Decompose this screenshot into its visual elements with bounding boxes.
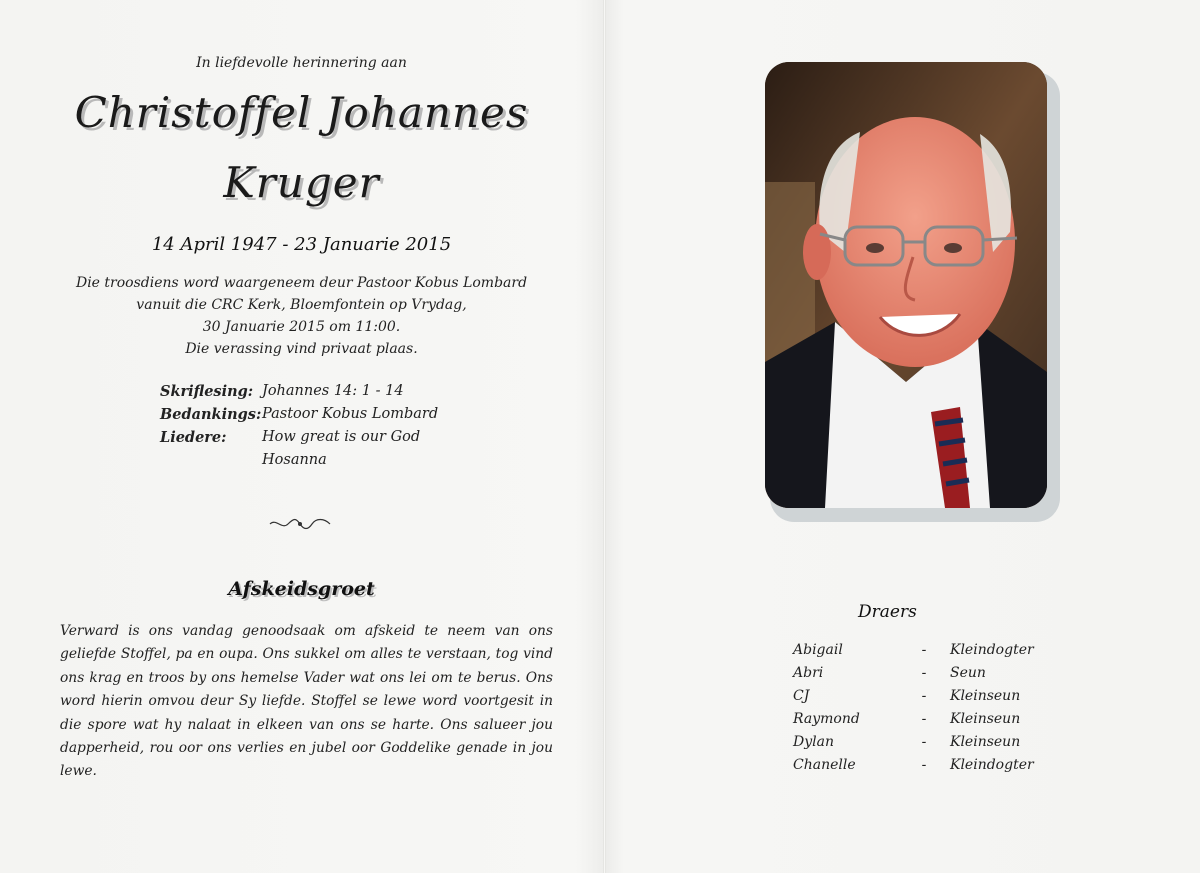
bearer-name: Dylan	[793, 733, 834, 750]
bearer-row	[793, 661, 1060, 684]
bearer-separator: -	[921, 687, 927, 704]
program-row	[160, 380, 438, 403]
bearer-relation: Seun	[950, 664, 986, 681]
program-row	[160, 426, 438, 449]
farewell-text: Verward is ons vandag genoodsaak om afskeid te neem van ons geliefde Stoffel, pa en oupa. Ons sukkel om alles te verstaan, tog vind ons krag en troos by ons hemelse Vader wat ons lei om te berus. Ons word hierin omvou deur Sy liefde. Stoffel se lewe word voortgesit in die spore wat hy nalaat in elkeen van ons se harte. Ons salueer jou dapperheid, rou oor ons verlies en jubel oor Goddelike genade in jou lewe.	[60, 623, 553, 780]
program-row	[160, 403, 438, 426]
bearer-separator: -	[921, 641, 927, 658]
bearer-row	[793, 638, 1060, 661]
program-value: Johannes 14: 1 - 14	[262, 383, 404, 399]
bearer-name: Chanelle	[793, 756, 856, 773]
bearer-name: Abigail	[793, 641, 843, 658]
bearer-relation: Kleinseun	[950, 733, 1021, 750]
service-line: Die verassing vind privaat plaas.	[185, 341, 418, 357]
program-label: Bedankings:	[160, 406, 262, 423]
bearer-relation: Kleindogter	[950, 641, 1034, 658]
intro-text: In liefdevolle herinnering aan	[196, 55, 407, 71]
service-line: Die troosdiens word waargeneem deur Pastoor Kobus Lombard	[75, 275, 528, 291]
program-label	[160, 449, 262, 472]
bearers-list	[793, 638, 1060, 776]
bearer-name: CJ	[793, 687, 810, 704]
bearer-separator: -	[921, 664, 927, 681]
flourish-ornament-icon	[268, 518, 332, 530]
service-line: vanuit die CRC Kerk, Bloemfontein op Vrydag,	[136, 297, 467, 313]
service-line: 30 Januarie 2015 om 11:00.	[202, 319, 401, 335]
bearer-relation: Kleinseun	[950, 687, 1021, 704]
life-dates: 14 April 1947 - 23 Januarie 2015	[151, 234, 452, 255]
program-label: Liedere:	[160, 429, 227, 446]
bearer-separator: -	[921, 756, 927, 773]
deceased-name-line1: Christoffel Johannes	[74, 88, 529, 137]
portrait-image	[765, 62, 1047, 508]
program-value: Hosanna	[262, 452, 327, 468]
program-row	[160, 449, 438, 472]
bearer-row	[793, 684, 1060, 707]
bearer-relation: Kleinseun	[950, 710, 1021, 727]
bearers-title: Draers	[858, 602, 917, 622]
bearer-separator: -	[921, 710, 927, 727]
farewell-title: Afskeidsgroet	[228, 578, 375, 600]
bearer-relation: Kleindogter	[950, 756, 1034, 773]
program-label: Skriflesing:	[160, 383, 254, 400]
program-value: How great is our God	[262, 429, 421, 445]
bearer-name: Abri	[793, 664, 824, 681]
bearer-row	[793, 730, 1060, 753]
deceased-name-line2: Kruger	[223, 158, 380, 207]
bearer-separator: -	[921, 733, 927, 750]
portrait-photo	[765, 62, 1047, 508]
bearer-row	[793, 753, 1060, 776]
service-details	[0, 272, 603, 360]
bearer-row	[793, 707, 1060, 730]
bearer-name: Raymond	[793, 710, 860, 727]
service-program	[160, 380, 438, 472]
program-value: Pastoor Kobus Lombard	[262, 406, 439, 422]
